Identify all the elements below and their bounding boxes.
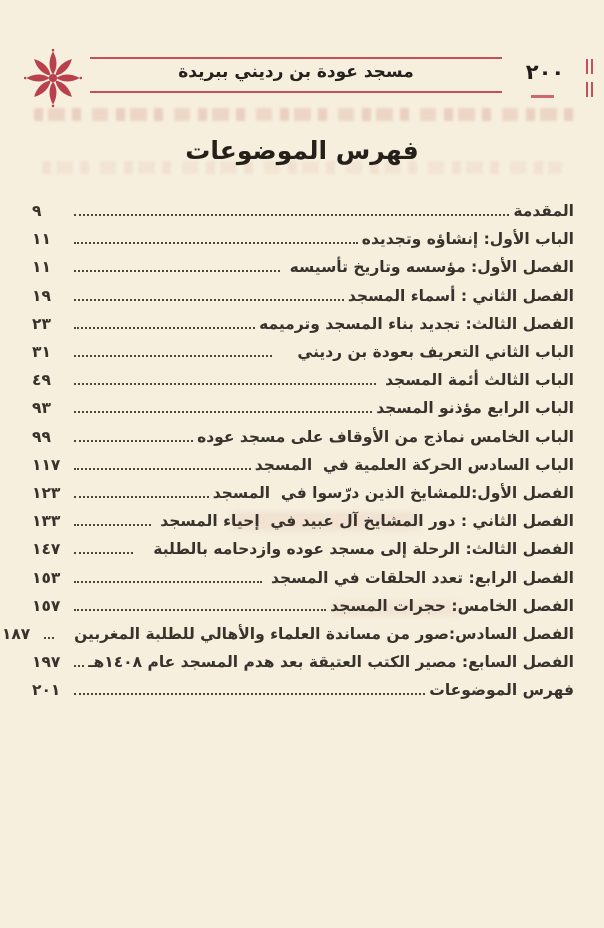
toc-entry-title: الفصل الثاني : أسماء المسجد bbox=[347, 286, 574, 305]
dot-leader bbox=[74, 665, 84, 667]
dot-leader bbox=[74, 609, 326, 611]
table-of-contents bbox=[1, 197, 574, 704]
toc-entry bbox=[30, 535, 574, 563]
toc-entry-page-number: ٩٩ bbox=[32, 427, 51, 446]
toc-entry bbox=[30, 479, 574, 507]
toc-entry-title: الباب الرابع مؤذنو المسجد bbox=[376, 399, 574, 418]
toc-entry-title: الفصل الثالث: الرحلة إلى مسجد عوده وازدحامه بالطلبة bbox=[137, 540, 574, 559]
toc-entry-title: الباب الثالث أئمة المسجد bbox=[379, 371, 574, 390]
toc-entry bbox=[30, 451, 574, 479]
page-number-underline bbox=[531, 95, 554, 98]
header-rule-bottom bbox=[90, 91, 502, 93]
toc-entry-page-number: ٩ bbox=[32, 202, 42, 221]
toc-entry-title: الفصل الخامس: حجرات المسجد bbox=[330, 596, 574, 615]
toc-entry bbox=[30, 282, 574, 310]
toc-entry-title: الفصل الأول:للمشايخ الذين درّسوا في المسجد bbox=[212, 483, 574, 502]
dot-leader bbox=[74, 270, 280, 272]
toc-entry-page-number: ١١٧ bbox=[32, 455, 61, 474]
dot-leader bbox=[74, 496, 209, 498]
dot-leader bbox=[74, 440, 193, 442]
rule-end-mark-icon bbox=[586, 82, 593, 97]
dot-leader bbox=[74, 383, 376, 385]
toc-entry bbox=[30, 197, 574, 225]
toc-entry-page-number: ١٩ bbox=[32, 286, 51, 305]
toc-entry-page-number: ١٩٧ bbox=[32, 653, 61, 672]
toc-entry-title: الفصل الثاني : دور المشايخ آل عبيد في إحياء المسجد bbox=[154, 512, 574, 531]
dot-leader bbox=[74, 411, 372, 413]
toc-entry-page-number: ١٥٧ bbox=[32, 596, 61, 615]
toc-entry-title: الفصل الثالث: تجديد بناء المسجد وترميمه bbox=[259, 314, 574, 333]
toc-entry bbox=[30, 507, 574, 535]
toc-entry-title: الباب الأول: إنشاؤه وتجديده bbox=[361, 230, 574, 249]
toc-entry bbox=[30, 310, 574, 338]
toc-entry-title: الفصل الرابع: تعدد الحلقات في المسجد bbox=[265, 568, 574, 587]
header-rule-top bbox=[90, 57, 502, 59]
toc-entry-title: الفصل السابع: مصير الكتب العتيقة بعد هدم المسجد عام ١٤٠٨هـ bbox=[88, 653, 574, 672]
toc-entry-page-number: ١٢٣ bbox=[32, 483, 61, 502]
toc-entry bbox=[30, 563, 574, 591]
toc-entry-title: المقدمة bbox=[513, 202, 574, 221]
toc-entry-page-number: ١٥٣ bbox=[32, 568, 61, 587]
dot-leader bbox=[74, 299, 344, 301]
toc-entry bbox=[30, 225, 574, 253]
toc-entry bbox=[30, 423, 574, 451]
toc-entry-title: الباب السادس الحركة العلمية في المسجد bbox=[254, 455, 574, 474]
dot-leader bbox=[74, 693, 425, 695]
toc-entry-page-number: ١٣٣ bbox=[32, 512, 61, 531]
page-number: ٢٠٠ bbox=[525, 60, 565, 84]
dot-leader bbox=[74, 242, 358, 244]
dot-leader bbox=[74, 327, 255, 329]
toc-entry-page-number: ٢٠١ bbox=[32, 681, 61, 700]
toc-entry-page-number: ٢٣ bbox=[32, 314, 51, 333]
toc-entry bbox=[30, 676, 574, 704]
toc-entry-page-number: ١٤٧ bbox=[32, 540, 61, 559]
dot-leader bbox=[74, 524, 151, 526]
toc-entry-page-number: ٩٣ bbox=[32, 399, 51, 418]
dot-leader bbox=[74, 355, 272, 357]
toc-entry bbox=[30, 338, 574, 366]
toc-entry-page-number: ١٨٧ bbox=[1, 624, 31, 643]
toc-entry bbox=[1, 620, 574, 648]
toc-entry bbox=[30, 592, 574, 620]
floral-ornament-icon bbox=[24, 46, 82, 110]
toc-entry-title: فهرس الموضوعات bbox=[429, 681, 574, 700]
toc-entry-page-number: ١١ bbox=[32, 258, 51, 277]
toc-entry-title: الفصل السادس:صور من مساندة العلماء والأهالي للطلبة المغربين bbox=[57, 624, 574, 643]
toc-entry-page-number: ١١ bbox=[32, 230, 51, 249]
toc-entry bbox=[30, 648, 574, 676]
running-head-book-title: مسجد عودة بن رديني ببريدة bbox=[178, 62, 414, 82]
toc-entry bbox=[30, 253, 574, 281]
dot-leader bbox=[74, 552, 133, 554]
toc-entry bbox=[30, 394, 574, 422]
section-title: فهرس الموضوعات bbox=[185, 136, 419, 165]
toc-entry-page-number: ٤٩ bbox=[32, 371, 51, 390]
toc-entry-title: الفصل الأول: مؤسسه وتاريخ تأسيسه bbox=[284, 258, 574, 277]
rule-end-mark-icon bbox=[586, 59, 593, 74]
bleed-through-line bbox=[34, 108, 576, 121]
dot-leader bbox=[74, 214, 509, 216]
toc-entry-page-number: ٣١ bbox=[32, 343, 51, 362]
dot-leader bbox=[74, 581, 262, 583]
toc-entry-title: الباب الثاني التعريف بعودة بن رديني bbox=[275, 343, 574, 362]
toc-entry bbox=[30, 366, 574, 394]
dot-leader bbox=[74, 468, 251, 470]
dot-leader bbox=[44, 637, 54, 639]
toc-entry-title: الباب الخامس نماذج من الأوقاف على مسجد عوده bbox=[197, 427, 574, 446]
